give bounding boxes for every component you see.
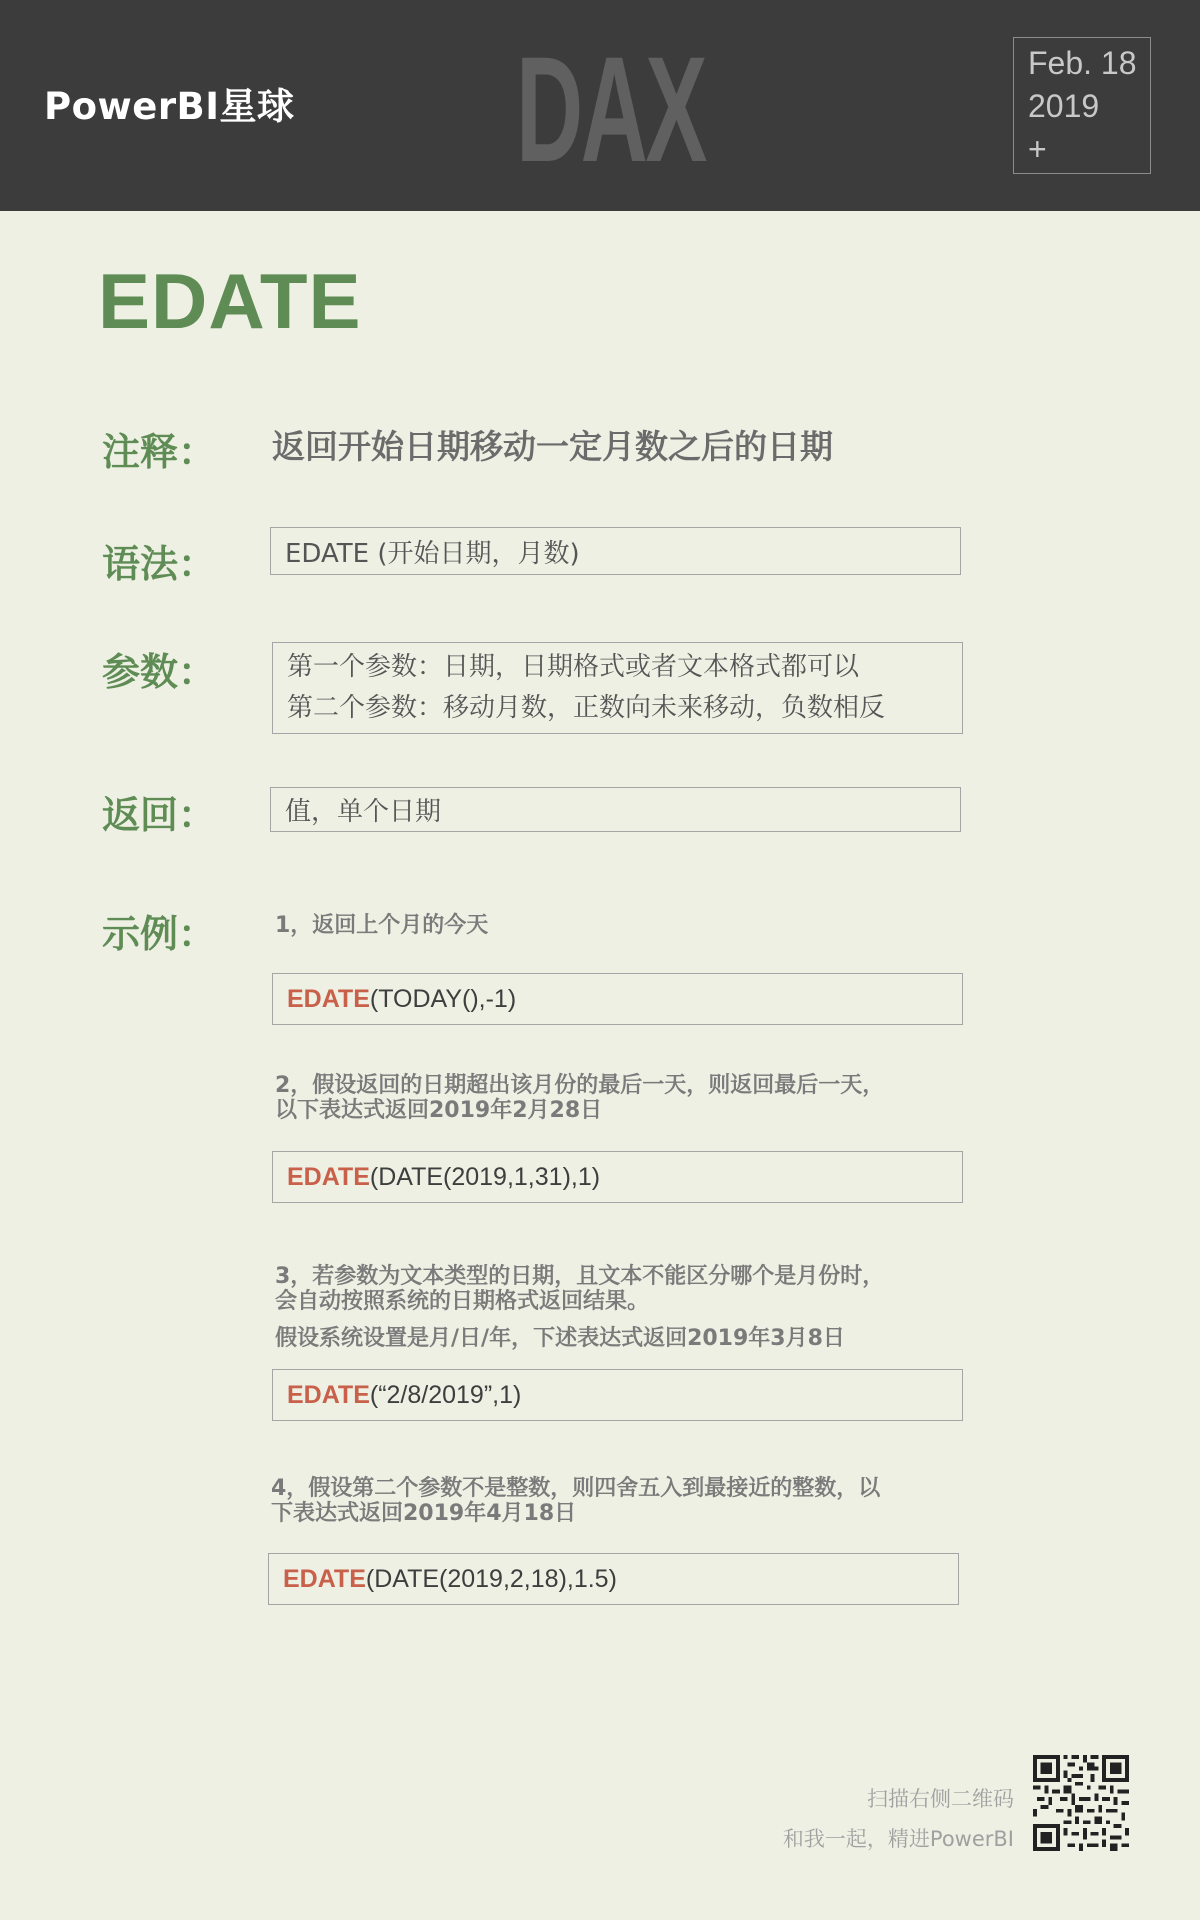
syntax-text: EDATE (开始日期，月数) (285, 538, 580, 569)
example-4-code-box (268, 1553, 959, 1605)
note-label: 注释： (102, 430, 217, 474)
example-4-args: (DATE(2019,2,18),1.5) (365, 1564, 617, 1593)
date-month-day: Feb. 18 (1028, 45, 1137, 81)
params-box (272, 642, 963, 734)
example-4-note-line-1: 4，假设第二个参数不是整数，则四舍五入到最接近的整数，以 (271, 1476, 881, 1501)
example-2-note-line-1: 2，假设返回的日期超出该月份的最后一天，则返回最后一天， (275, 1073, 885, 1098)
note-text: 返回开始日期移动一定月数之后的日期 (272, 427, 833, 466)
example-4-keyword: EDATE (283, 1564, 366, 1593)
example-2-code-box (272, 1151, 963, 1203)
date-box (1013, 37, 1151, 174)
example-3-keyword: EDATE (287, 1380, 370, 1409)
example-1-note (275, 913, 488, 938)
example-1-code-box (272, 973, 963, 1025)
example-label: 示例： (102, 912, 217, 956)
return-text: 值，单个日期 (285, 797, 442, 827)
function-title: EDATE (98, 257, 362, 345)
syntax-box (270, 527, 961, 575)
example-3-code-box (272, 1369, 963, 1421)
param-line-1: 第一个参数：日期，日期格式或者文本格式都可以 (287, 652, 860, 682)
example-2-note (275, 1073, 884, 1123)
brand-title: PowerBI星球 (44, 85, 295, 128)
qr-code-icon (1033, 1755, 1129, 1851)
plus-icon: + (1028, 131, 1047, 167)
example-1-args: (TODAY(),-1) (369, 984, 517, 1013)
date-year: 2019 (1028, 88, 1100, 124)
example-3-note-line-3: 假设系统设置是月/日/年，下述表达式返回2019年3月8日 (275, 1326, 845, 1351)
example-2-keyword: EDATE (287, 1162, 370, 1191)
example-3-args: (“2/8/2019”,1) (369, 1380, 522, 1409)
return-label: 返回： (102, 793, 217, 837)
example-3-note-line-2: 会自动按照系统的日期格式返回结果。 (275, 1289, 650, 1314)
example-1-note-line: 1，返回上个月的今天 (275, 913, 489, 938)
header-bar (0, 0, 1200, 211)
footer-scan-text: 扫描右侧二维码 (867, 1787, 1014, 1811)
example-3-note-line-1: 3，若参数为文本类型的日期，且文本不能区分哪个是月份时， (275, 1264, 885, 1289)
example-2-args: (DATE(2019,1,31),1) (369, 1162, 601, 1191)
example-3-note (275, 1264, 884, 1351)
footer-join-text: 和我一起，精进PowerBI (782, 1827, 1014, 1851)
example-1-keyword: EDATE (287, 984, 370, 1013)
dax-banner: DAX (516, 25, 705, 193)
example-4-note (271, 1476, 880, 1526)
example-4-note-line-2: 下表达式返回2019年4月18日 (271, 1501, 577, 1526)
return-box (270, 787, 961, 832)
param-line-2: 第二个参数：移动月数，正数向未来移动，负数相反 (287, 693, 886, 723)
example-2-note-line-2: 以下表达式返回2019年2月28日 (275, 1098, 603, 1123)
params-label: 参数： (102, 650, 217, 694)
syntax-label: 语法： (102, 542, 217, 586)
